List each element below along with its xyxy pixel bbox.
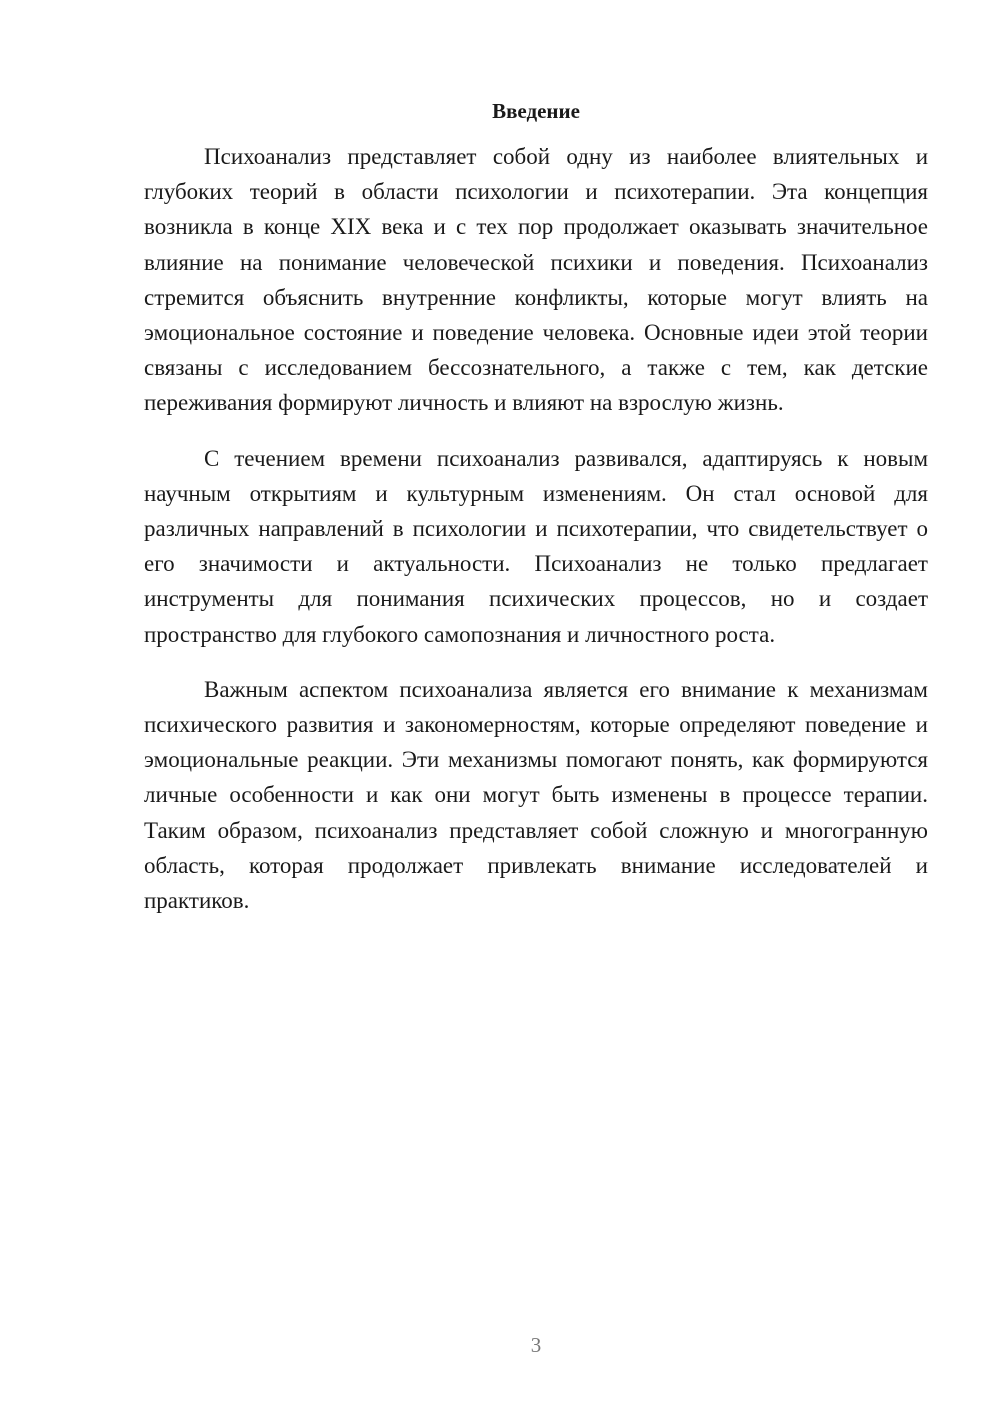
page-number: 3: [530, 1333, 542, 1357]
document-body: [144, 96, 928, 938]
paragraph-3: Важным аспектом психоанализа является его внимание к механизмам психического развития и закономерностям, которые определяют поведение и эмоциональные реакции. Эти механизмы помогают понять, как формируются личные особенности и как они могут быть изменены в процессе терапии. Таким образом, психоанализ представляет собой сложную и многогранную область, которая продолжает привлекать внимание исследователей и практиков.: [144, 676, 928, 914]
section-heading: Введение: [492, 99, 580, 123]
paragraph-2: С течением времени психоанализ развивался, адаптируясь к новым научным открытиям и культурным изменениям. Он стал основой для различных направлений в психологии и психотерапии, что свидетельствует о его значимости и актуальности. Психоанализ не только предлагает инструменты для понимания психических процессов, но и создает пространство для глубокого самопознания и личностного роста.: [144, 445, 928, 647]
paragraph-1: Психоанализ представляет собой одну из наиболее влиятельных и глубоких теорий в области психологии и психотерапии. Эта концепция возникла в конце XIX века и с тех пор продолжает оказывать значительное влияние на понимание человеческой психики и поведения. Психоанализ стремится объяснить внутренние конфликты, которые могут влиять на эмоциональное состояние и поведение человека. Основные идеи этой теории связаны с исследованием бессознательного, а также с тем, как детские переживания формируют личность и влияют на взрослую жизнь.: [144, 144, 928, 416]
